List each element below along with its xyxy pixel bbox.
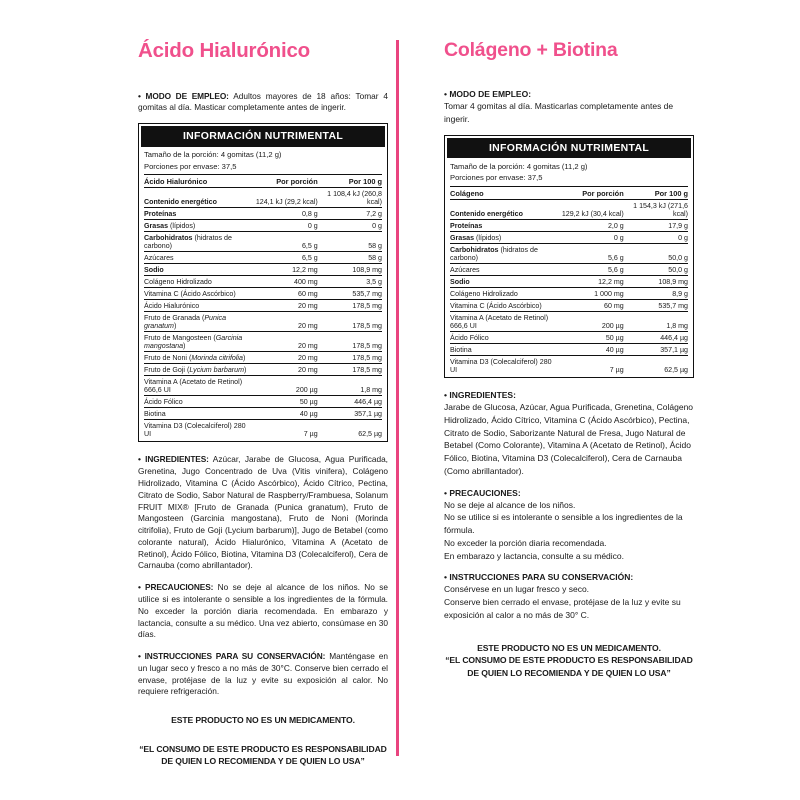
value-per-100g: 178,5 mg: [318, 364, 382, 376]
panel-acido-hialuronico: [138, 40, 388, 768]
value-per-serving: 20 mg: [253, 352, 317, 364]
serving-info-left: [144, 147, 382, 176]
value-per-serving: 124,1 kJ (29,2 kcal): [253, 188, 317, 208]
table-row: [450, 300, 688, 312]
page-title-right: Colágeno + Biotina: [444, 39, 618, 61]
value-per-100g: 7,2 g: [318, 208, 382, 220]
value-per-100g: 50,0 g: [624, 244, 688, 264]
page-title-left: Ácido Hialurónico: [138, 39, 311, 62]
value-per-100g: 62,5 µg: [664, 365, 688, 374]
value-per-100g: 535,7 mg: [318, 288, 382, 300]
value-per-serving: 5,6 g: [559, 244, 623, 264]
nutrient-name: Grasas (lípidos): [144, 220, 253, 232]
vertical-divider: [396, 40, 399, 756]
nutrient-name: Proteínas: [450, 220, 559, 232]
storage-heading-left: • INSTRUCCIONES PARA SU CONSERVACIÓN:: [138, 651, 326, 662]
precautions-body-right: No se deje al alcance de los niños. No se utilice si es intolerante o sensible a los ingredientes de la fórmula. No exceder la porción diaria recomendada. En embarazo y lactancia, consulte a su médico.: [444, 499, 683, 561]
nutrient-name: Colágeno Hidrolizado: [144, 276, 253, 288]
value-per-serving: 0 g: [559, 232, 623, 244]
nutrition-table-title-right: INFORMACIÓN NUTRIMENTAL: [447, 138, 691, 159]
table-row: [144, 408, 382, 420]
nutrient-name: Ácido Hialurónico: [144, 300, 253, 312]
nutrition-table-title-left: INFORMACIÓN NUTRIMENTAL: [141, 126, 385, 147]
ingredients-section-left: [138, 454, 388, 572]
value-per-serving: 60 mg: [559, 300, 623, 312]
table-row: [144, 252, 382, 264]
table-row: [450, 356, 688, 376]
table-row: [144, 352, 382, 364]
nutrient-name: Azúcares: [144, 252, 253, 264]
value-per-100g: 178,5 mg: [318, 312, 382, 332]
value-per-100g: 0 g: [624, 232, 688, 244]
value-per-serving: 1 000 mg: [559, 288, 623, 300]
table-row: [144, 420, 382, 440]
table-row: [144, 276, 382, 288]
table-header-row: [450, 187, 688, 200]
col-per-serving-left: Por porción: [253, 175, 317, 188]
value-per-100g: 178,5 mg: [318, 352, 382, 364]
disclaimer-medicament-left: ESTE PRODUCTO NO ES UN MEDICAMENTO.: [171, 715, 355, 726]
nutrient-name: Fruto de Mangosteen (Garcinia mangostana): [144, 332, 253, 352]
precautions-section-left: [138, 582, 388, 641]
serving-size-left: Tamaño de la porción: 4 gomitas (11,2 g): [144, 150, 282, 160]
nutrition-body-left: [144, 188, 382, 440]
value-per-serving: 6,5 g: [253, 252, 317, 264]
value-per-100g: 1 154,3 kJ (271,6 kcal): [624, 200, 688, 220]
value-per-serving: 200 µg: [559, 312, 623, 332]
nutrient-name: Colágeno Hidrolizado: [450, 288, 559, 300]
storage-body-right: Consérvese en un lugar fresco y seco. Conserve bien cerrado el envase, protéjase de la luz y evite su exposición al calor a no más de 30° C.: [444, 584, 681, 620]
value-per-100g: 50,0 g: [624, 264, 688, 276]
nutrient-name: Ácido Fólico: [450, 332, 559, 344]
value-per-serving: 129,2 kJ (30,4 kcal): [559, 200, 623, 220]
table-row: [144, 300, 382, 312]
value-per-serving: 12,2 mg: [559, 276, 623, 288]
nutrient-name: Vitamina C (Ácido Ascórbico): [450, 300, 559, 312]
table-row: [144, 264, 382, 276]
nutrient-name: Carbohidratos (hidratos de carbono): [450, 244, 559, 264]
table-row: [450, 288, 688, 300]
col-nutrient-right: Colágeno: [450, 187, 559, 200]
disclaimer-responsibility-left: “EL CONSUMO DE ESTE PRODUCTO ES RESPONSABILIDAD DE QUIEN LO RECOMIENDA Y DE QUIEN LO USA”: [139, 743, 387, 767]
panel-colageno-biotina: [444, 40, 694, 679]
value-per-serving: 7 µg: [303, 429, 318, 438]
value-per-100g: 58 g: [318, 232, 382, 252]
nutrient-name: Vitamina D3 (Colecalciferol) 280 UI: [144, 421, 246, 438]
table-row: [144, 332, 382, 352]
value-per-serving: 20 mg: [253, 300, 317, 312]
value-per-100g: 62,5 µg: [358, 429, 382, 438]
value-per-100g: 178,5 mg: [318, 300, 382, 312]
value-per-serving: 20 mg: [253, 364, 317, 376]
table-row: [450, 220, 688, 232]
value-per-100g: 1 108,4 kJ (260,8 kcal): [318, 188, 382, 208]
table-row: [144, 396, 382, 408]
table-row: [450, 200, 688, 220]
storage-heading-right: • INSTRUCCIONES PARA SU CONSERVACIÓN:: [444, 572, 634, 583]
usage-heading-right: • MODO DE EMPLEO:: [444, 89, 532, 100]
value-per-100g: 108,9 mg: [318, 264, 382, 276]
storage-body-left: Manténgase en un lugar seco y fresco a no más de 30°C. Conserve bien cerrado el envase, protéjase de la luz y evite su exposición al calor. No requiere refrigeración.: [138, 651, 388, 697]
precautions-text-left: [138, 582, 388, 641]
col-per-100g-left: Por 100 g: [318, 175, 382, 188]
value-per-serving: 12,2 mg: [253, 264, 317, 276]
servings-per-container-right: Porciones por envase: 37,5: [450, 173, 543, 183]
usage-heading-left: • MODO DE EMPLEO:: [138, 90, 229, 101]
precautions-body-left: No se deje al alcance de los niños. No se utilice si es intolerante o sensible a los ingredientes de la fórmula. No exceder la porción diaria recomendada. En embarazo y lactancia, consulte a su médico. Una vez abierto, consúmase en 30 días.: [138, 582, 388, 640]
table-row: [450, 276, 688, 288]
nutrient-name: Vitamina A (Acetato de Retinol) 666,6 UI: [450, 312, 559, 332]
col-per-100g-right: Por 100 g: [624, 187, 688, 200]
table-row: [144, 188, 382, 208]
storage-text-left: [138, 651, 388, 698]
nutrient-name: Carbohidratos (hidratos de carbono): [144, 232, 253, 252]
precautions-heading-left: • PRECAUCIONES:: [138, 582, 214, 593]
precautions-heading-right: • PRECAUCIONES:: [444, 487, 521, 498]
table-row: [450, 344, 688, 356]
nutrient-name: Sodio: [144, 264, 253, 276]
nutrient-name: Azúcares: [450, 264, 559, 276]
nutrient-name: Sodio: [450, 276, 559, 288]
nutrition-table-left: [138, 123, 388, 442]
nutrition-facts-right: [450, 187, 688, 375]
table-row: [144, 232, 382, 252]
value-per-100g: 108,9 mg: [624, 276, 688, 288]
value-per-serving: 200 µg: [253, 376, 317, 396]
table-header-row: [144, 175, 382, 188]
nutrient-name: Contenido energético: [144, 188, 253, 208]
usage-text-left: [138, 91, 388, 115]
value-per-100g: 1,8 mg: [318, 376, 382, 396]
value-per-100g: 58 g: [318, 252, 382, 264]
nutrient-name: Fruto de Granada (Punica granatum): [144, 312, 253, 332]
value-per-100g: 0 g: [318, 220, 382, 232]
value-per-serving: 2,0 g: [559, 220, 623, 232]
storage-section-right: [444, 572, 694, 621]
table-row: [144, 364, 382, 376]
ingredients-text-left: [138, 454, 388, 572]
nutrient-name: Contenido energético: [450, 200, 559, 220]
table-row: [144, 312, 382, 332]
ingredients-body-left: Azúcar, Jarabe de Glucosa, Agua Purificada, Grenetina, Jugo Concentrado de Uva (Vitis vinifera), Colágeno Hidrolizado, Vitamina C (Ácido Ascórbico), Ácido Cítrico, Pectina, Citrato de Sodio, Sabor Natural de Raspberry/Frambuesa, Solanum FRUIT MIX® [Fruto de Granada (Punica granatum), Fruto de Mangosteen (Garcinia mangostana), Fruto de Noni (Morinda citrifolia), Fruto de Goji (Lycium barbarum)], Jugo de Betabel (como colorante natural), Ácido Hialurónico, Vitamina A (Acetato de Retinol), Ácido Fólico, Biotina, Vitamina D3 (Colecalciferol), Cera de Carnauba (como abrillantador).: [138, 454, 388, 571]
value-per-serving: 7 µg: [609, 365, 624, 374]
table-row: [144, 376, 382, 396]
nutrition-facts-left: [144, 175, 382, 439]
value-per-serving: 5,6 g: [559, 264, 623, 276]
value-per-100g: 17,9 g: [624, 220, 688, 232]
value-per-100g: 3,5 g: [318, 276, 382, 288]
table-row: [450, 312, 688, 332]
nutrient-name: Vitamina A (Acetato de Retinol) 666,6 UI: [144, 376, 253, 396]
nutrition-table-right: [444, 135, 694, 378]
nutrient-name: Vitamina D3 (Colecalciferol) 280 UI: [450, 357, 552, 374]
value-per-100g: 357,1 µg: [318, 408, 382, 420]
servings-per-container-left: Porciones por envase: 37,5: [144, 161, 237, 171]
value-per-serving: 20 mg: [253, 312, 317, 332]
value-per-serving: 40 µg: [559, 344, 623, 356]
nutrition-head-left: [144, 175, 382, 188]
nutrient-name: Fruto de Noni (Morinda citrifolia): [144, 352, 253, 364]
value-per-serving: 0,8 g: [253, 208, 317, 220]
value-per-100g: 1,8 mg: [624, 312, 688, 332]
disclaimer-responsibility-right: “EL CONSUMO DE ESTE PRODUCTO ES RESPONSABILIDAD DE QUIEN LO RECOMIENDA Y DE QUIEN LO USA”: [445, 655, 693, 678]
table-row: [144, 208, 382, 220]
ingredients-heading-right: • INGREDIENTES:: [444, 390, 516, 401]
value-per-serving: 40 µg: [253, 408, 317, 420]
value-per-100g: 8,9 g: [624, 288, 688, 300]
ingredients-heading-left: • INGREDIENTES:: [138, 454, 209, 465]
table-row: [450, 264, 688, 276]
nutrient-name: Biotina: [450, 344, 559, 356]
col-per-serving-right: Por porción: [559, 187, 623, 200]
value-per-serving: 20 mg: [253, 332, 317, 352]
value-per-serving: 60 mg: [253, 288, 317, 300]
value-per-100g: 357,1 µg: [624, 344, 688, 356]
usage-section-left: [138, 91, 388, 115]
usage-body-right: Tomar 4 gomitas al día. Masticarlas completamente antes de ingerir.: [444, 101, 674, 125]
value-per-serving: 0 g: [253, 220, 317, 232]
nutrient-name: Ácido Fólico: [144, 396, 253, 408]
nutrient-name: Biotina: [144, 408, 253, 420]
ingredients-section-right: [444, 390, 694, 478]
nutrient-name: Proteínas: [144, 208, 253, 220]
table-row: [450, 244, 688, 264]
col-nutrient-left: Ácido Hialurónico: [144, 175, 253, 188]
disclaimer-medicament-right: ESTE PRODUCTO NO ES UN MEDICAMENTO.: [477, 642, 661, 653]
usage-body-left: Adultos mayores de 18 años: Tomar 4 gomitas al día. Masticar completamente antes de ingerir.: [138, 90, 388, 113]
table-row: [450, 232, 688, 244]
table-row: [144, 288, 382, 300]
table-row: [450, 332, 688, 344]
precautions-section-right: [444, 488, 694, 563]
value-per-100g: 446,4 µg: [624, 332, 688, 344]
value-per-100g: 178,5 mg: [318, 332, 382, 352]
value-per-serving: 50 µg: [253, 396, 317, 408]
nutrient-name: Grasas (lípidos): [450, 232, 559, 244]
ingredients-body-right: Jarabe de Glucosa, Azúcar, Agua Purificada, Grenetina, Colágeno Hidrolizado, Ácido Cítrico, Vitamina C (Ácido Ascórbico), Pectina, Citrato de Sodio, Saborizante Natural de Fresa, Jugo Natural de Betabel (Como Colorante), Vitamina A (Acetato de Retinol), Ácido Fólico, Biotina, Vitamina D3 (Colecalciferol), Cera de Carnauba (Como abrillantador).: [444, 402, 694, 476]
nutrient-name: Vitamina C (Ácido Ascórbico): [144, 288, 253, 300]
value-per-100g: 446,4 µg: [318, 396, 382, 408]
value-per-serving: 400 mg: [253, 276, 317, 288]
serving-size-right: Tamaño de la porción: 4 gomitas (11,2 g): [450, 161, 588, 171]
serving-info-right: [450, 158, 688, 187]
value-per-serving: 6,5 g: [253, 232, 317, 252]
value-per-100g: 535,7 mg: [624, 300, 688, 312]
value-per-serving: 50 µg: [559, 332, 623, 344]
nutrition-head-right: [450, 187, 688, 200]
nutrition-body-right: [450, 200, 688, 376]
storage-section-left: [138, 651, 388, 698]
nutrient-name: Fruto de Goji (Lycium barbarum): [144, 364, 253, 376]
table-row: [144, 220, 382, 232]
usage-section-right: [444, 89, 694, 126]
